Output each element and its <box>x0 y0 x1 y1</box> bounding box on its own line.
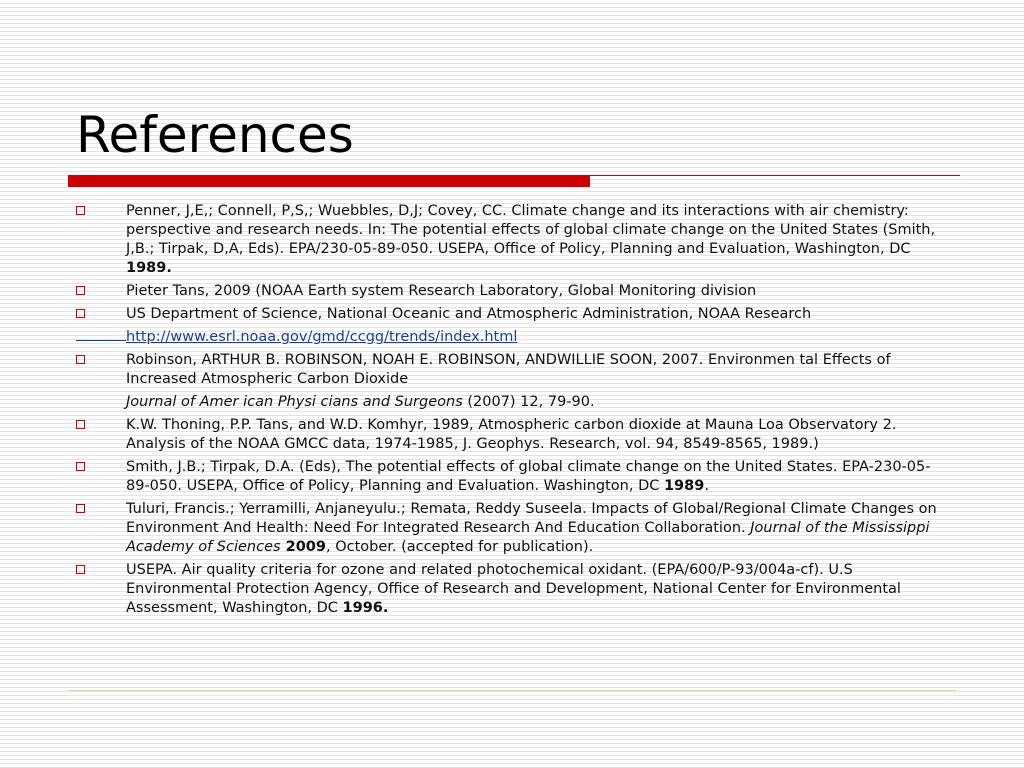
reference-text: K.W. Thoning, P.P. Tans, and W.D. Komhyr, 1989, Atmospheric carbon dioxide at Mauna Loa Observatory 2. Analysis of the NOAA GMCC data, 1974-1985, J. Geophys. Research, vol. 94, 8549-8565, 1989.) <box>126 417 897 452</box>
reference-link-row <box>76 328 946 347</box>
reference-after: , October. (accepted for publication). <box>325 539 594 555</box>
footer-divider <box>68 690 956 691</box>
reference-item <box>76 458 946 496</box>
reference-year: 2009 <box>280 539 326 555</box>
title-accent-bar <box>68 175 590 187</box>
reference-item <box>76 202 946 278</box>
square-bullet-icon <box>76 504 85 513</box>
reference-text: Smith, J.B.; Tirpak, D.A. (Eds), The potential effects of global climate change on the United States. EPA-230-05-89-050. USEPA, Office of Policy, Planning and Evaluation. Washington, DC <box>126 459 931 494</box>
reference-item <box>76 561 946 618</box>
reference-after: . <box>704 478 709 494</box>
reference-link[interactable]: http://www.esrl.noaa.gov/gmd/ccgg/trends/index.html <box>126 329 518 345</box>
square-bullet-icon <box>76 462 85 471</box>
reference-text: US Department of Science, National Oceanic and Atmospheric Administration, NOAA Research <box>126 306 812 322</box>
reference-text: USEPA. Air quality criteria for ozone and related photochemical oxidant. (EPA/600/P-93/004a-cf). U.S Environmental Protection Agency, Office of Research and Development, National Center for Environmental Assessment, Washington, DC <box>126 562 901 616</box>
link-underline-spacer <box>76 328 126 341</box>
slide-title: References <box>76 106 354 164</box>
reference-item <box>76 416 946 454</box>
square-bullet-icon <box>76 206 85 215</box>
square-bullet-icon <box>76 420 85 429</box>
square-bullet-icon <box>76 309 85 318</box>
reference-item <box>76 282 946 301</box>
reference-item <box>76 500 946 557</box>
reference-journal: Journal of Amer ican Physi cians and Surgeons <box>126 394 463 410</box>
title-underline-rule <box>590 175 960 176</box>
reference-journal: Journal of the Mississippi Academy of Sciences <box>126 520 930 555</box>
square-bullet-icon <box>76 286 85 295</box>
reference-journal-details: (2007) 12, 79-90. <box>462 394 595 410</box>
references-list <box>76 202 946 622</box>
square-bullet-icon <box>76 565 85 574</box>
reference-item <box>76 305 946 324</box>
reference-continuation <box>76 393 946 412</box>
square-bullet-icon <box>76 355 85 364</box>
reference-text: Tuluri, Francis.; Yerramilli, Anjaneyulu.; Remata, Reddy Suseela. Impacts of Global/Regional Climate Changes on Environment And Health: Need For Integrated Research And Education Collaboration. <box>126 501 937 536</box>
reference-year: 1989 <box>663 478 705 494</box>
reference-year: 1989. <box>126 260 172 276</box>
reference-text: Penner, J,E,; Connell, P,S,; Wuebbles, D,J; Covey, CC. Climate change and its interactions with air chemistry: perspective and research needs. In: The potential effects of global climate change on the United States (Smith, J,B.; Tirpak, D,A, Eds). EPA/230-05-89-050. USEPA, Office of Policy, Planning and Evaluation, Washington, DC <box>126 203 936 257</box>
reference-item <box>76 351 946 389</box>
reference-year: 1996. <box>342 600 389 616</box>
reference-text: Robinson, ARTHUR B. ROBINSON, NOAH E. ROBINSON, ANDWILLIE SOON, 2007. Environmen tal Effects of Increased Atmospheric Carbon Dioxide <box>126 352 891 387</box>
reference-text: Pieter Tans, 2009 (NOAA Earth system Research Laboratory, Global Monitoring division <box>126 283 757 299</box>
